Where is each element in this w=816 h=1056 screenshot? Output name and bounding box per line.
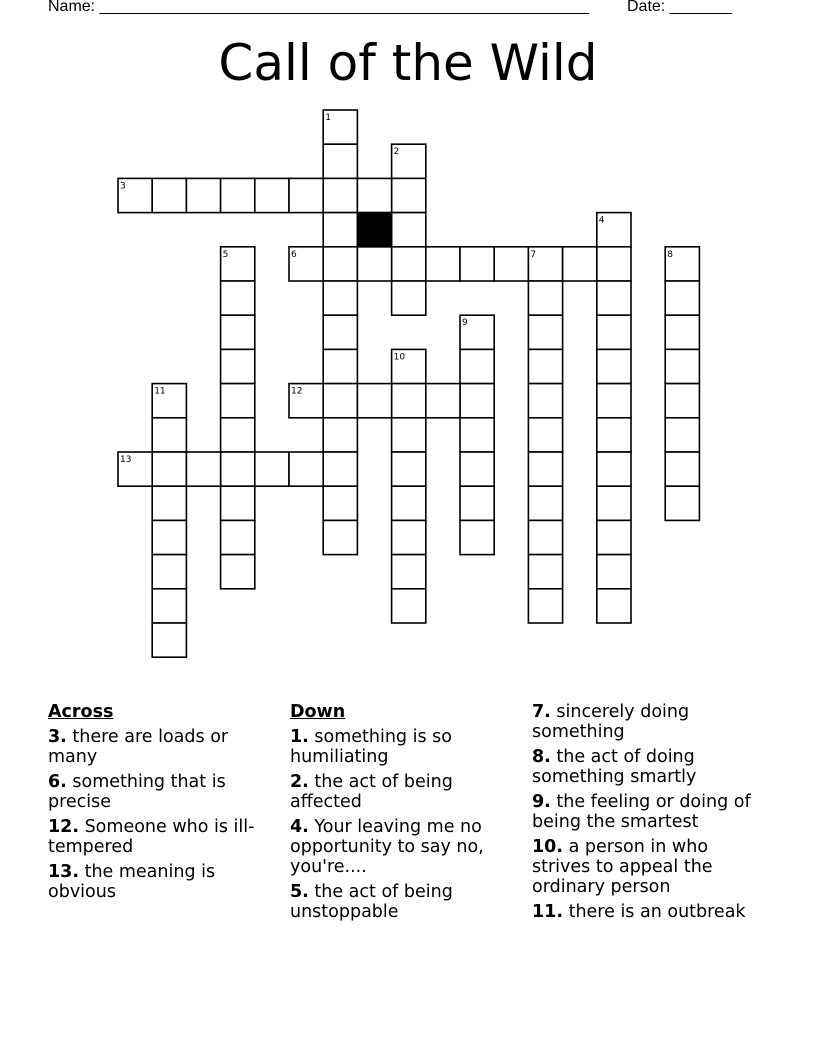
grid-cell[interactable]: [323, 213, 357, 247]
grid-cell[interactable]: [323, 110, 357, 144]
grid-cell[interactable]: [494, 247, 528, 281]
grid-cell[interactable]: [528, 520, 562, 554]
grid-cell[interactable]: [460, 520, 494, 554]
clue-down: 9. the feeling or doing of being the smartest: [532, 792, 751, 832]
clue-number: 1: [325, 113, 331, 123]
grid-cell[interactable]: [357, 178, 391, 212]
clue-number: 5: [222, 249, 229, 260]
grid-cell[interactable]: [665, 349, 699, 383]
grid-cell[interactable]: [460, 486, 494, 520]
down-clues-continued: [532, 702, 762, 927]
clue-across: 13. the meaning is obvious: [48, 862, 216, 902]
name-date-line: [48, 0, 732, 16]
grid-cell[interactable]: [289, 247, 323, 281]
grid-cell[interactable]: [221, 247, 255, 281]
grid-cell[interactable]: [597, 555, 631, 589]
clue-number: 8: [667, 249, 673, 260]
grid-cell[interactable]: [323, 144, 357, 178]
grid-cell[interactable]: [597, 213, 631, 247]
grid-cell[interactable]: [152, 589, 186, 623]
clue-across: 3. there are loads or many: [48, 727, 229, 767]
grid-cell[interactable]: [221, 315, 255, 349]
grid-cell[interactable]: [255, 452, 289, 486]
grid-cell[interactable]: [597, 589, 631, 623]
grid-cell[interactable]: [528, 247, 562, 281]
grid-cell[interactable]: [221, 520, 255, 554]
down-heading: Down: [290, 702, 346, 722]
grid-cell[interactable]: [152, 486, 186, 520]
clue-down: 4. Your leaving me no opportunity to say no, you're....: [290, 817, 484, 877]
grid-cell[interactable]: [392, 144, 426, 178]
clue-down: 1. something is so humiliating: [290, 727, 452, 767]
clue-number: 4: [598, 215, 605, 226]
grid-cell[interactable]: [597, 315, 631, 349]
grid-cell[interactable]: [460, 349, 494, 383]
grid-cell[interactable]: [460, 452, 494, 486]
grid-cell[interactable]: [392, 349, 426, 383]
grid-cell[interactable]: [323, 520, 357, 554]
grid-cell[interactable]: [392, 178, 426, 212]
grid-cell[interactable]: [255, 178, 289, 212]
clue-number: 11: [154, 386, 166, 397]
grid-cell[interactable]: [221, 281, 255, 315]
grid-cell[interactable]: [323, 349, 357, 383]
grid-cell[interactable]: [563, 247, 597, 281]
grid-cell[interactable]: [357, 384, 391, 418]
clue-across: 6. something that is precise: [48, 772, 226, 812]
grid-cell[interactable]: [528, 418, 562, 452]
clue-number: 7: [530, 249, 537, 260]
grid-cell[interactable]: [289, 452, 323, 486]
grid-cell[interactable]: [152, 623, 186, 657]
grid-cell[interactable]: [221, 486, 255, 520]
grid-cell[interactable]: [392, 520, 426, 554]
grid-cell[interactable]: [221, 178, 255, 212]
clue-down: 7. sincerely doing something: [532, 702, 690, 742]
grid-cell[interactable]: [323, 247, 357, 281]
grid-cell[interactable]: [118, 452, 152, 486]
grid-cell[interactable]: [392, 384, 426, 418]
grid-cell[interactable]: [665, 384, 699, 418]
clue-down: 5. the act of being unstoppable: [290, 882, 453, 922]
grid-cell[interactable]: [597, 281, 631, 315]
grid-cell[interactable]: [528, 315, 562, 349]
grid-cell[interactable]: [323, 281, 357, 315]
grid-cell[interactable]: [665, 315, 699, 349]
down-clues: [290, 702, 510, 927]
grid-cell[interactable]: [323, 315, 357, 349]
grid-cell[interactable]: [118, 178, 152, 212]
grid-cell[interactable]: [528, 589, 562, 623]
clue-number: 2: [393, 147, 400, 158]
grid-cell[interactable]: [392, 486, 426, 520]
clue-number: 3: [120, 181, 126, 192]
grid-cell[interactable]: [597, 486, 631, 520]
clue-number: 9: [462, 318, 468, 329]
grid-cell[interactable]: [323, 418, 357, 452]
grid-cell[interactable]: [289, 384, 323, 418]
clue-down: 2. the act of being affected: [290, 772, 453, 812]
grid-cell[interactable]: [152, 452, 186, 486]
grid-cell[interactable]: [392, 247, 426, 281]
grid-cell[interactable]: [528, 555, 562, 589]
grid-cell[interactable]: [323, 452, 357, 486]
grid-cell[interactable]: [460, 418, 494, 452]
grid-cell[interactable]: [152, 520, 186, 554]
grid-cell[interactable]: [152, 384, 186, 418]
grid-cell[interactable]: [597, 452, 631, 486]
grid-cell[interactable]: [460, 384, 494, 418]
grid-cell[interactable]: [597, 349, 631, 383]
grid-cell[interactable]: [597, 520, 631, 554]
grid-cell[interactable]: [597, 418, 631, 452]
grid-cell[interactable]: [528, 486, 562, 520]
grid-cell[interactable]: [152, 178, 186, 212]
grid-cell[interactable]: [289, 178, 323, 212]
grid-cell[interactable]: [221, 555, 255, 589]
grid-cell[interactable]: [392, 452, 426, 486]
grid-cell[interactable]: [221, 418, 255, 452]
grid-cell[interactable]: [152, 418, 186, 452]
grid-cell[interactable]: [186, 452, 220, 486]
name-field[interactable]: Name: _______________________________________________________: [48, 0, 589, 15]
grid-cell[interactable]: [665, 281, 699, 315]
grid-cell[interactable]: [528, 349, 562, 383]
grid-cell[interactable]: [221, 452, 255, 486]
grid-cell[interactable]: [528, 384, 562, 418]
grid-cell[interactable]: [392, 555, 426, 589]
grid-cell[interactable]: [221, 384, 255, 418]
page-title: Call of the Wild: [218, 34, 598, 92]
grid-cell[interactable]: [597, 384, 631, 418]
grid-cell[interactable]: [392, 418, 426, 452]
date-field[interactable]: Date: _______: [627, 0, 732, 15]
grid-cell[interactable]: [392, 213, 426, 247]
black-square: [357, 213, 391, 247]
clue-number: 6: [291, 249, 297, 260]
grid-cell[interactable]: [221, 349, 255, 383]
grid-cell[interactable]: [426, 384, 460, 418]
grid-cell[interactable]: [665, 486, 699, 520]
grid-cell[interactable]: [665, 418, 699, 452]
grid-cell[interactable]: [392, 589, 426, 623]
grid-cell[interactable]: [323, 178, 357, 212]
grid-cell[interactable]: [186, 178, 220, 212]
across-heading: Across: [48, 702, 114, 722]
clue-number: 13: [120, 455, 132, 465]
clue-down: 11. there is an outbreak: [532, 902, 746, 922]
grid-cell[interactable]: [392, 281, 426, 315]
clue-across: 12. Someone who is ill-tempered: [48, 817, 255, 857]
clue-down: 10. a person in who strives to appeal the ordinary person: [532, 837, 713, 897]
grid-cell[interactable]: [460, 315, 494, 349]
grid-cell[interactable]: [426, 247, 460, 281]
clue-down: 8. the act of doing something smartly: [532, 747, 697, 787]
clue-number: 12: [291, 386, 303, 397]
grid-cell[interactable]: [528, 281, 562, 315]
clue-number: 10: [393, 352, 406, 363]
grid-cell[interactable]: [357, 247, 391, 281]
grid-cell[interactable]: [152, 555, 186, 589]
grid-cell[interactable]: [323, 384, 357, 418]
grid-cell[interactable]: [665, 247, 699, 281]
grid-cell[interactable]: [323, 486, 357, 520]
grid-cell[interactable]: [528, 452, 562, 486]
across-clues: [48, 702, 268, 907]
grid-cell[interactable]: [597, 247, 631, 281]
grid-cell[interactable]: [460, 247, 494, 281]
grid-cell[interactable]: [665, 452, 699, 486]
